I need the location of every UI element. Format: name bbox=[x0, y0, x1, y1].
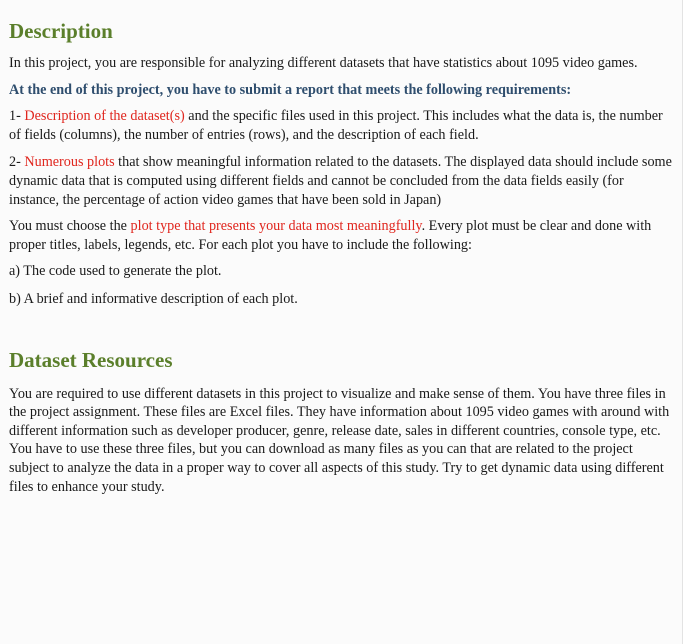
dataset-resources-text: You are required to use different datasets in this project to visualize and make sense of them. You have three files in the project assignment. These files are Excel files. They have information about 1095 video games with around with different information such as developer producer, genre, release date, sales in different countries, console type, etc. You have to use these three files, but you can download as many files as you can that are related to the project subject to analyze the data in a proper way to cover all aspects of this study. Try to get dynamic data using different files to enhance your study. bbox=[9, 385, 670, 495]
requirement-item-2 bbox=[9, 153, 674, 209]
item-1-highlight: Description of the dataset(s) bbox=[24, 108, 185, 125]
plot-type-highlight: plot type that presents your data most meaningfully bbox=[130, 218, 422, 235]
plot-type-paragraph bbox=[9, 217, 674, 254]
description-intro: In this project, you are responsible for analyzing different datasets that have statistics about 1095 video games. bbox=[9, 55, 638, 71]
plot-type-after: . Every plot must be clear and done with proper titles, labels, legends, etc. For each plot you have to include the following: bbox=[9, 218, 652, 253]
sub-item-a: a) The code used to generate the plot. bbox=[9, 263, 222, 280]
requirement-item-1 bbox=[9, 107, 674, 144]
item-2-text: that show meaningful information related to the datasets. The displayed data should include some dynamic data that is computed using different fields and cannot be concluded from the data fields easily (for instance, the percentage of action video games that have been sold in Japan) bbox=[9, 154, 672, 208]
dataset-resources-heading: Dataset Resources bbox=[9, 347, 173, 372]
item-1-prefix: 1- bbox=[9, 108, 25, 125]
plot-type-before: You must choose the bbox=[9, 218, 131, 235]
item-1-text: and the specific files used in this project. This includes what the data is, the number of fields (columns), the number of entries (rows), and the description of each field. bbox=[9, 108, 663, 143]
sub-item-b: b) A brief and informative description of each plot. bbox=[9, 290, 298, 307]
item-2-highlight: Numerous plots bbox=[24, 154, 115, 171]
description-heading: Description bbox=[9, 19, 113, 43]
requirements-heading: At the end of this project, you have to submit a report that meets the following requirements: bbox=[9, 81, 572, 98]
item-2-prefix: 2- bbox=[9, 154, 25, 171]
